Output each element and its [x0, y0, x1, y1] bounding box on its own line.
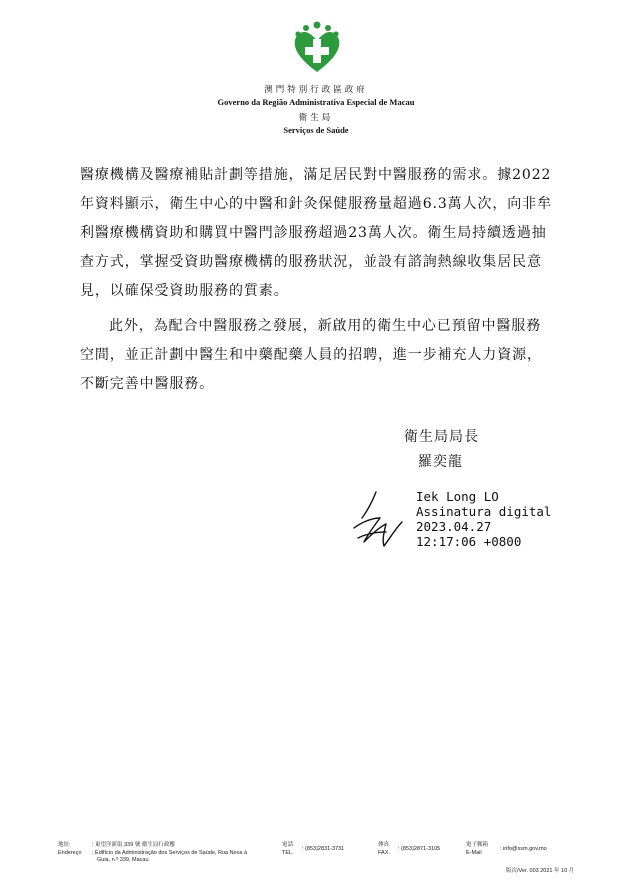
- body-paragraph-2: [80, 312, 550, 399]
- footer-fax-value: : (853)2871-3105: [398, 846, 441, 852]
- footer-address-label: 地址: Endereço: [58, 842, 82, 856]
- footer-tel-label: 電話 TEL.: [282, 842, 294, 856]
- gov-name-pt: Governo da Região Administrativa Especial de Macau: [217, 97, 415, 107]
- signatory-name: 羅奕龍: [418, 454, 463, 470]
- paragraph-line: 此外，為配合中醫服務之發展，新啟用的衛生中心已預留中醫服務: [109, 318, 542, 334]
- paragraph-line: 利醫療機構資助和購買中醫門診服務超過23萬人次。衛生局持續透過抽: [80, 225, 547, 241]
- paragraph-line: 見，以確保受資助服務的質素。: [80, 283, 289, 299]
- footer-tel-value: : (853)2831-3731: [302, 846, 345, 852]
- digital-signer: Iek Long LO: [416, 489, 499, 504]
- digital-label: Assinatura digital: [416, 504, 552, 519]
- health-bureau-logo-icon: [289, 20, 345, 76]
- footer-address: : 東望洋新街 339 號 衛生局行政樓 : Edifício da Administração dos Serviços de Saúde, Rua Nova à Guia, n.º 339, Macau: [92, 842, 248, 863]
- body-paragraph-1: [80, 161, 550, 306]
- handwritten-signature-icon: [346, 488, 416, 552]
- digital-time: 12:17:06 +0800: [416, 534, 522, 549]
- footer-fax-label: 傳真 FAX.: [378, 842, 390, 856]
- paragraph-line: 查方式，掌握受資助醫療機構的服務狀況，並設有諮詢熱線收集居民意: [80, 254, 542, 270]
- paragraph-line: 空間，並正計劃中醫生和中藥配藥人員的招聘，進一步補充人力資源，: [80, 347, 542, 363]
- digital-signature-block: [416, 489, 551, 549]
- footer-version: 版次/Ver. 003 2021 年 10 月: [506, 868, 575, 874]
- footer-email-value: : info@ssm.gov.mo: [500, 846, 547, 852]
- gov-name-zh: 澳門特別行政區政府: [264, 85, 368, 95]
- bureau-name-pt: Serviços de Saúde: [283, 125, 349, 135]
- bureau-name-zh: 衛生局: [298, 113, 334, 123]
- footer-email-label: 電子郵箱 E-Mail: [466, 842, 489, 856]
- digital-date: 2023.04.27: [416, 519, 492, 534]
- paragraph-line: 醫療機構及醫療補貼計劃等措施，滿足居民對中醫服務的需求。據2022: [80, 167, 552, 183]
- paragraph-line: 不斷完善中醫服務。: [80, 376, 215, 392]
- signatory-title: 衛生局局長: [404, 429, 479, 445]
- paragraph-line: 年資料顯示，衛生中心的中醫和針灸保健服務量超過6.3萬人次，向非牟: [80, 196, 552, 212]
